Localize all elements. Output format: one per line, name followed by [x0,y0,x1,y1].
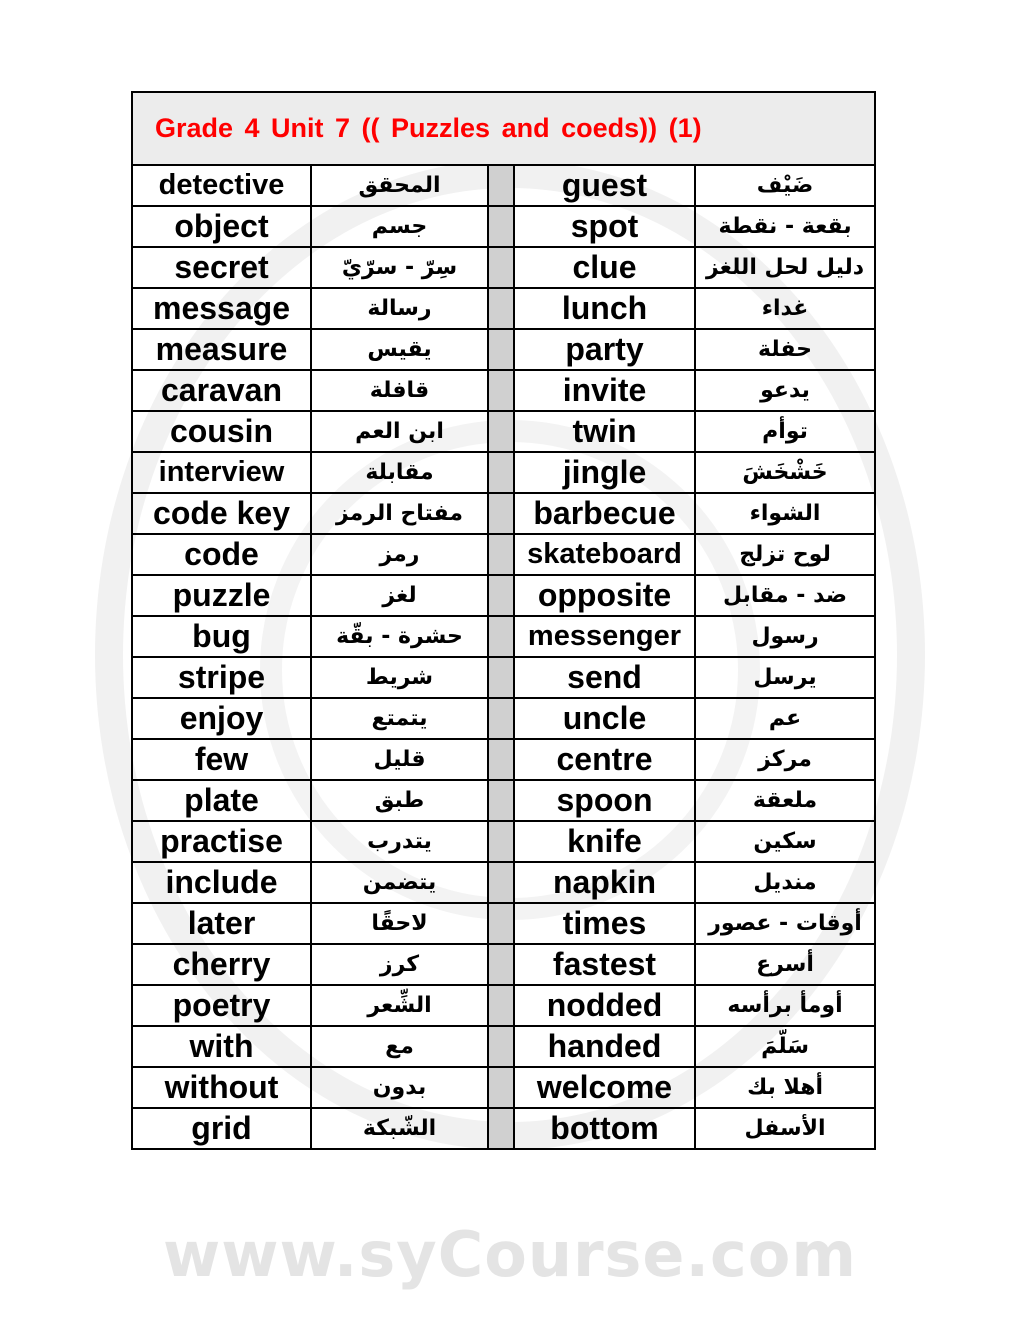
english-word-left: stripe [132,657,311,698]
english-word-right: send [514,657,695,698]
table-row [132,370,875,411]
arabic-translation-left: المحقق [311,165,488,206]
column-separator [488,452,514,493]
english-word-left: with [132,1026,311,1067]
arabic-translation-left: جسم [311,206,488,247]
table-row [132,1026,875,1067]
english-word-left: include [132,862,311,903]
column-separator [488,165,514,206]
arabic-translation-left: مفتاح الرمز [311,493,488,534]
table-row [132,452,875,493]
arabic-translation-right: يدعو [695,370,875,411]
arabic-translation-left: رسالة [311,288,488,329]
table-row [132,944,875,985]
english-word-right: nodded [514,985,695,1026]
arabic-translation-right: دليل لحل اللغز [695,247,875,288]
column-separator [488,575,514,616]
arabic-translation-right: حفلة [695,329,875,370]
arabic-translation-right: عم [695,698,875,739]
arabic-translation-left: كرز [311,944,488,985]
column-separator [488,1108,514,1149]
arabic-translation-left: سِرّ - سرّيّ [311,247,488,288]
english-word-right: spot [514,206,695,247]
column-separator [488,493,514,534]
english-word-left: enjoy [132,698,311,739]
table-row [132,206,875,247]
arabic-translation-left: بدون [311,1067,488,1108]
column-separator [488,780,514,821]
arabic-translation-left: لغز [311,575,488,616]
column-separator [488,698,514,739]
column-separator [488,903,514,944]
arabic-translation-right: الأسفل [695,1108,875,1149]
page-title: Grade 4 Unit 7 (( Puzzles and coeds)) (1) [132,92,875,165]
english-word-left: bug [132,616,311,657]
table-row [132,821,875,862]
english-word-right: welcome [514,1067,695,1108]
table-row [132,780,875,821]
table-row [132,862,875,903]
arabic-translation-left: يقيس [311,329,488,370]
column-separator [488,821,514,862]
table-row [132,534,875,575]
english-word-left: poetry [132,985,311,1026]
english-word-left: cousin [132,411,311,452]
column-separator [488,862,514,903]
table-row [132,739,875,780]
table-row [132,985,875,1026]
english-word-left: practise [132,821,311,862]
table-row [132,165,875,206]
arabic-translation-right: رسول [695,616,875,657]
arabic-translation-right: سكين [695,821,875,862]
column-separator [488,370,514,411]
vocabulary-table [131,91,876,1150]
arabic-translation-right: أسرع [695,944,875,985]
english-word-right: uncle [514,698,695,739]
english-word-right: bottom [514,1108,695,1149]
table-row [132,575,875,616]
column-separator [488,739,514,780]
column-separator [488,1067,514,1108]
arabic-translation-right: الشواء [695,493,875,534]
english-word-left: without [132,1067,311,1108]
arabic-translation-left: يتمتع [311,698,488,739]
arabic-translation-right: مركز [695,739,875,780]
arabic-translation-left: مع [311,1026,488,1067]
table-row [132,1108,875,1149]
english-word-left: puzzle [132,575,311,616]
arabic-translation-left: لاحقًا [311,903,488,944]
arabic-translation-left: طبق [311,780,488,821]
table-row [132,616,875,657]
column-separator [488,534,514,575]
arabic-translation-right: لوح تزلج [695,534,875,575]
column-separator [488,1026,514,1067]
arabic-translation-right: أوقات - عصور [695,903,875,944]
column-separator [488,657,514,698]
table-row [132,329,875,370]
english-word-left: code [132,534,311,575]
english-word-right: lunch [514,288,695,329]
arabic-translation-right: ضَيْف [695,165,875,206]
arabic-translation-left: مقابلة [311,452,488,493]
arabic-translation-left: الشِّعر [311,985,488,1026]
english-word-left: code key [132,493,311,534]
table-row [132,247,875,288]
english-word-left: caravan [132,370,311,411]
column-separator [488,411,514,452]
column-separator [488,616,514,657]
arabic-translation-left: قليل [311,739,488,780]
column-separator [488,944,514,985]
table-row [132,493,875,534]
arabic-translation-left: الشّبكة [311,1108,488,1149]
english-word-left: later [132,903,311,944]
english-word-right: handed [514,1026,695,1067]
column-separator [488,329,514,370]
arabic-translation-right: أهلا بك [695,1067,875,1108]
arabic-translation-left: شريط [311,657,488,698]
arabic-translation-right: ضد - مقابل [695,575,875,616]
arabic-translation-left: يتدرب [311,821,488,862]
english-word-right: fastest [514,944,695,985]
english-word-left: secret [132,247,311,288]
english-word-left: plate [132,780,311,821]
table-row [132,657,875,698]
arabic-translation-right: توأم [695,411,875,452]
english-word-right: napkin [514,862,695,903]
english-word-right: party [514,329,695,370]
column-separator [488,247,514,288]
watermark-text: www.syCourse.com [162,1218,857,1291]
english-word-right: centre [514,739,695,780]
english-word-left: interview [132,452,311,493]
arabic-translation-right: خَشْخَشَ [695,452,875,493]
arabic-translation-left: حشرة - بقّة [311,616,488,657]
arabic-translation-left: رمز [311,534,488,575]
english-word-right: knife [514,821,695,862]
arabic-translation-right: يرسل [695,657,875,698]
english-word-right: opposite [514,575,695,616]
arabic-translation-right: سَلّمَ [695,1026,875,1067]
english-word-left: object [132,206,311,247]
arabic-translation-right: ملعقة [695,780,875,821]
arabic-translation-right: منديل [695,862,875,903]
english-word-left: cherry [132,944,311,985]
english-word-left: few [132,739,311,780]
english-word-right: skateboard [514,534,695,575]
english-word-left: grid [132,1108,311,1149]
arabic-translation-left: ابن العم [311,411,488,452]
table-row [132,698,875,739]
column-separator [488,206,514,247]
english-word-right: guest [514,165,695,206]
english-word-left: measure [132,329,311,370]
table-row [132,411,875,452]
table-row [132,288,875,329]
title-row [132,92,875,165]
table-row [132,1067,875,1108]
english-word-left: detective [132,165,311,206]
arabic-translation-left: يتضمن [311,862,488,903]
english-word-right: times [514,903,695,944]
english-word-right: messenger [514,616,695,657]
english-word-right: jingle [514,452,695,493]
arabic-translation-right: أومأ برأسه [695,985,875,1026]
table-row [132,903,875,944]
arabic-translation-left: قافلة [311,370,488,411]
english-word-right: invite [514,370,695,411]
english-word-right: twin [514,411,695,452]
english-word-right: spoon [514,780,695,821]
english-word-right: clue [514,247,695,288]
arabic-translation-right: غداء [695,288,875,329]
english-word-left: message [132,288,311,329]
column-separator [488,288,514,329]
arabic-translation-right: بقعة - نقطة [695,206,875,247]
column-separator [488,985,514,1026]
english-word-right: barbecue [514,493,695,534]
